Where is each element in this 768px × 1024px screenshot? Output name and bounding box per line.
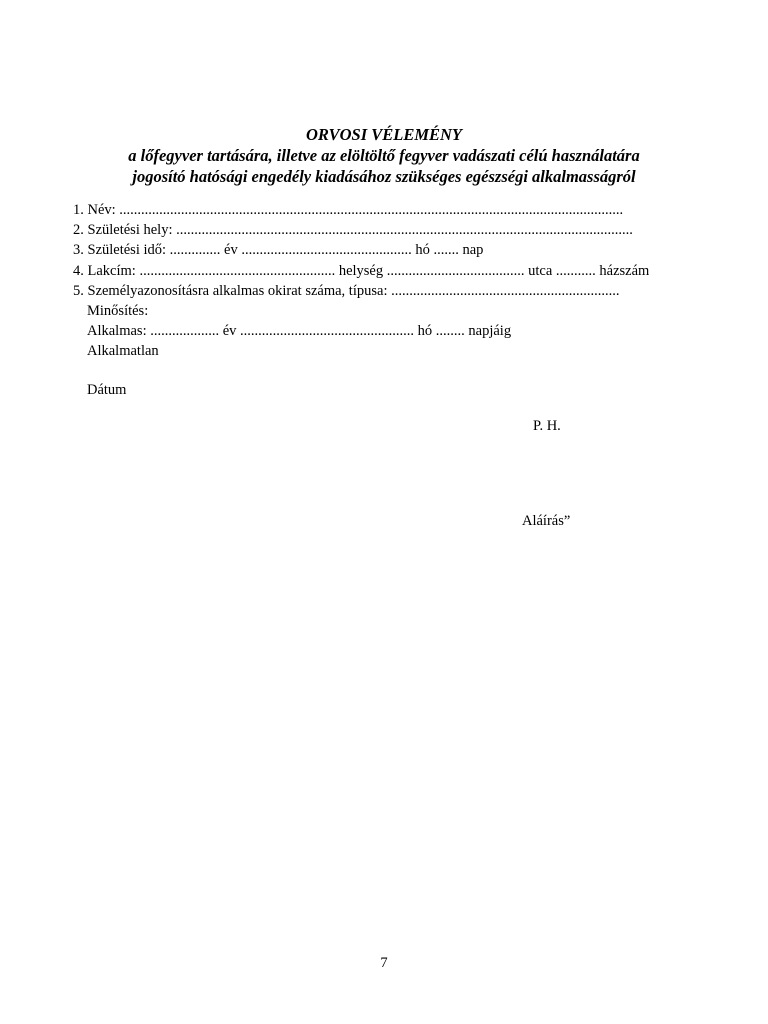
field-birthdate: 3. Születési idő: .............. év ............................................... hó ....... nap <box>73 242 484 259</box>
stamp-label: P. H. <box>533 418 561 434</box>
document-title: ORVOSI VÉLEMÉNY <box>305 125 463 144</box>
signature-label: Aláírás” <box>522 513 571 529</box>
spacer <box>73 362 713 380</box>
field-birthplace: 2. Születési hely: .............................................................................................................................. <box>73 222 633 239</box>
qualification-unfit: Alkalmatlan <box>87 343 159 360</box>
form-fields <box>73 200 713 400</box>
field-id-document: 5. Személyazonosításra alkalmas okirat száma, típusa: ............................................................... <box>73 282 620 299</box>
qualification-heading: Minősítés: <box>87 302 149 319</box>
date-label: Dátum <box>87 381 127 398</box>
qualification-fit: Alkalmas: ................... év ................................................ hó ........ napjáig <box>87 323 512 340</box>
field-name: 1. Név: ........................................................................................................................................... <box>73 202 624 218</box>
field-address: 4. Lakcím: ...................................................... helység ...................................... utca ........... házszám <box>73 262 650 279</box>
document-title-block <box>0 124 768 187</box>
document-subtitle-line-2: jogosító hatósági engedély kiadásához szükséges egészségi alkalmasságról <box>132 167 636 186</box>
document-subtitle-line-1: a lőfegyver tartására, illetve az elöltöltő fegyver vadászati célú használatára <box>128 146 640 165</box>
page-number: 7 <box>380 955 388 971</box>
